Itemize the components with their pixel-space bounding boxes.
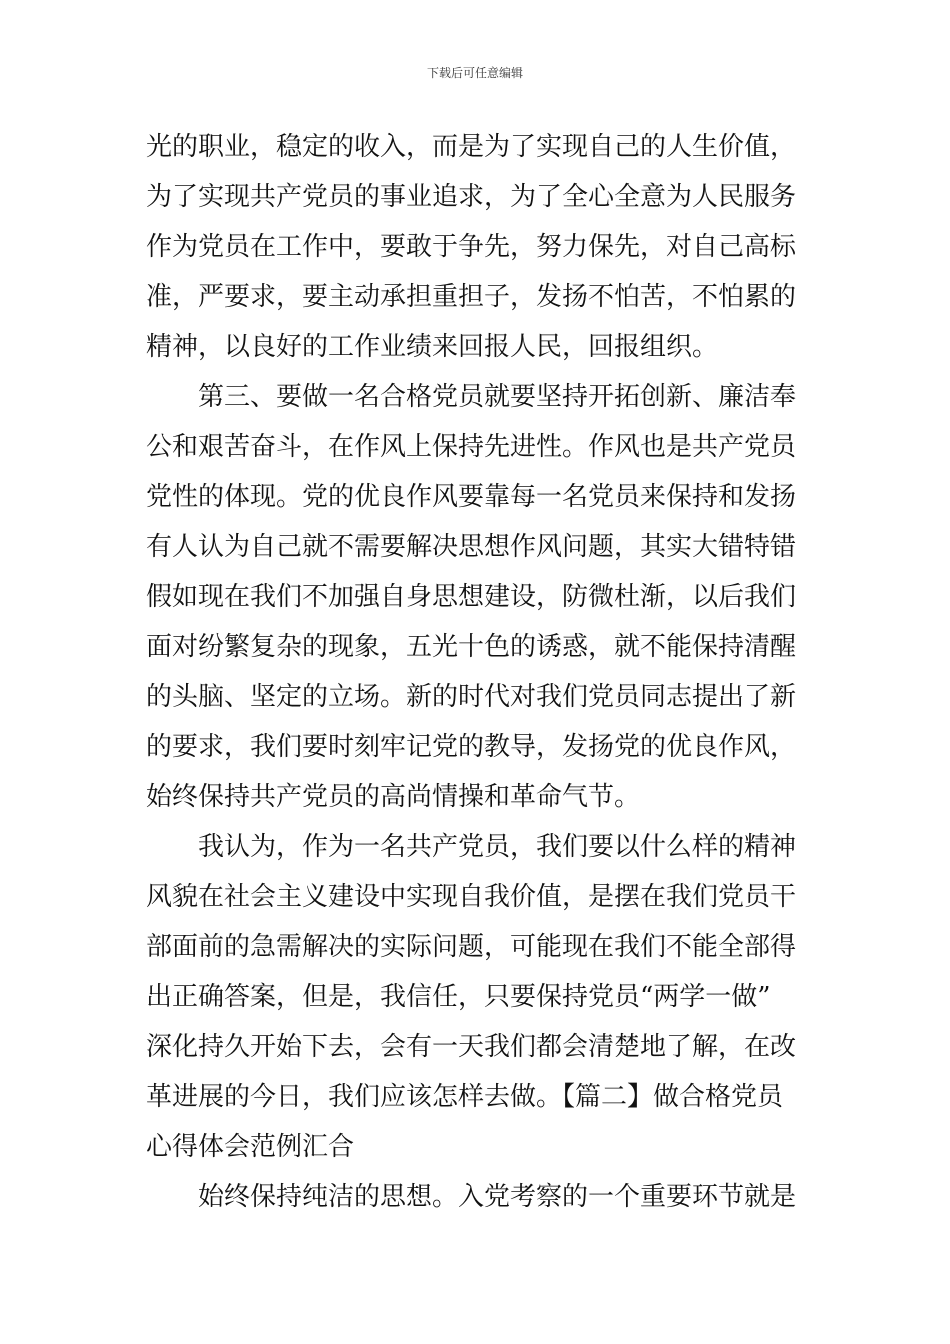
text-line: 部面前的急需解决的实际问题，可能现在我们不能全部得 — [146, 932, 797, 962]
page-header: 下载后可任意编辑 — [426, 66, 523, 80]
paragraph — [146, 372, 808, 822]
text-line: 的要求，我们要时刻牢记党的教导，发扬党的优良作风， — [146, 732, 797, 762]
text-line: 始终保持共产党员的高尚情操和革命气节。 — [146, 782, 641, 812]
text-line: 的头脑、坚定的立场。新的时代对我们党员同志提出了新 — [146, 682, 797, 712]
text-line: 公和艰苦奋斗，在作风上保持先进性。作风也是共产党员 — [146, 432, 797, 462]
text-line: 作为党员在工作中，要敢于争先，努力保先，对自己高标 — [146, 232, 797, 262]
text-line: 深化持久开始下去，会有一天我们都会清楚地了解，在改 — [146, 1032, 797, 1062]
text-line: 为了实现共产党员的事业追求，为了全心全意为人民服务 — [146, 182, 797, 212]
text-line: 革进展的今日，我们应该怎样去做。【篇二】做合格党员 — [146, 1082, 784, 1112]
document-body — [146, 122, 808, 1222]
text-line: 风貌在社会主义建设中实现自我价值，是摆在我们党员干 — [146, 882, 797, 912]
text-line: 出正确答案，但是，我信任，只要保持党员“两学一做” — [146, 982, 771, 1012]
paragraph — [146, 822, 808, 1172]
paragraph — [146, 1172, 808, 1222]
text-line: 心得体会范例汇合 — [146, 1132, 355, 1162]
text-line: 精神，以良好的工作业绩来回报人民，回报组织。 — [146, 332, 719, 362]
text-line: 党性的体现。党的优良作风要靠每一名党员来保持和发扬 — [146, 482, 797, 512]
paragraph — [146, 122, 808, 372]
text-line: 第三、要做一名合格党员就要坚持开拓创新、廉洁奉 — [198, 382, 797, 412]
text-line: 始终保持纯洁的思想。入党考察的一个重要环节就是 — [198, 1182, 797, 1212]
text-line: 有人认为自己就不需要解决思想作风问题，其实大错特错 — [146, 532, 797, 562]
text-line: 假如现在我们不加强自身思想建设，防微杜渐，以后我们 — [146, 582, 797, 612]
text-line: 光的职业，稳定的收入，而是为了实现自己的人生价值， — [146, 132, 797, 162]
text-line: 面对纷繁复杂的现象，五光十色的诱惑，就不能保持清醒 — [146, 632, 797, 662]
text-line: 我认为，作为一名共产党员，我们要以什么样的精神 — [198, 832, 797, 862]
text-line: 准，严要求，要主动承担重担子，发扬不怕苦，不怕累的 — [146, 282, 797, 312]
